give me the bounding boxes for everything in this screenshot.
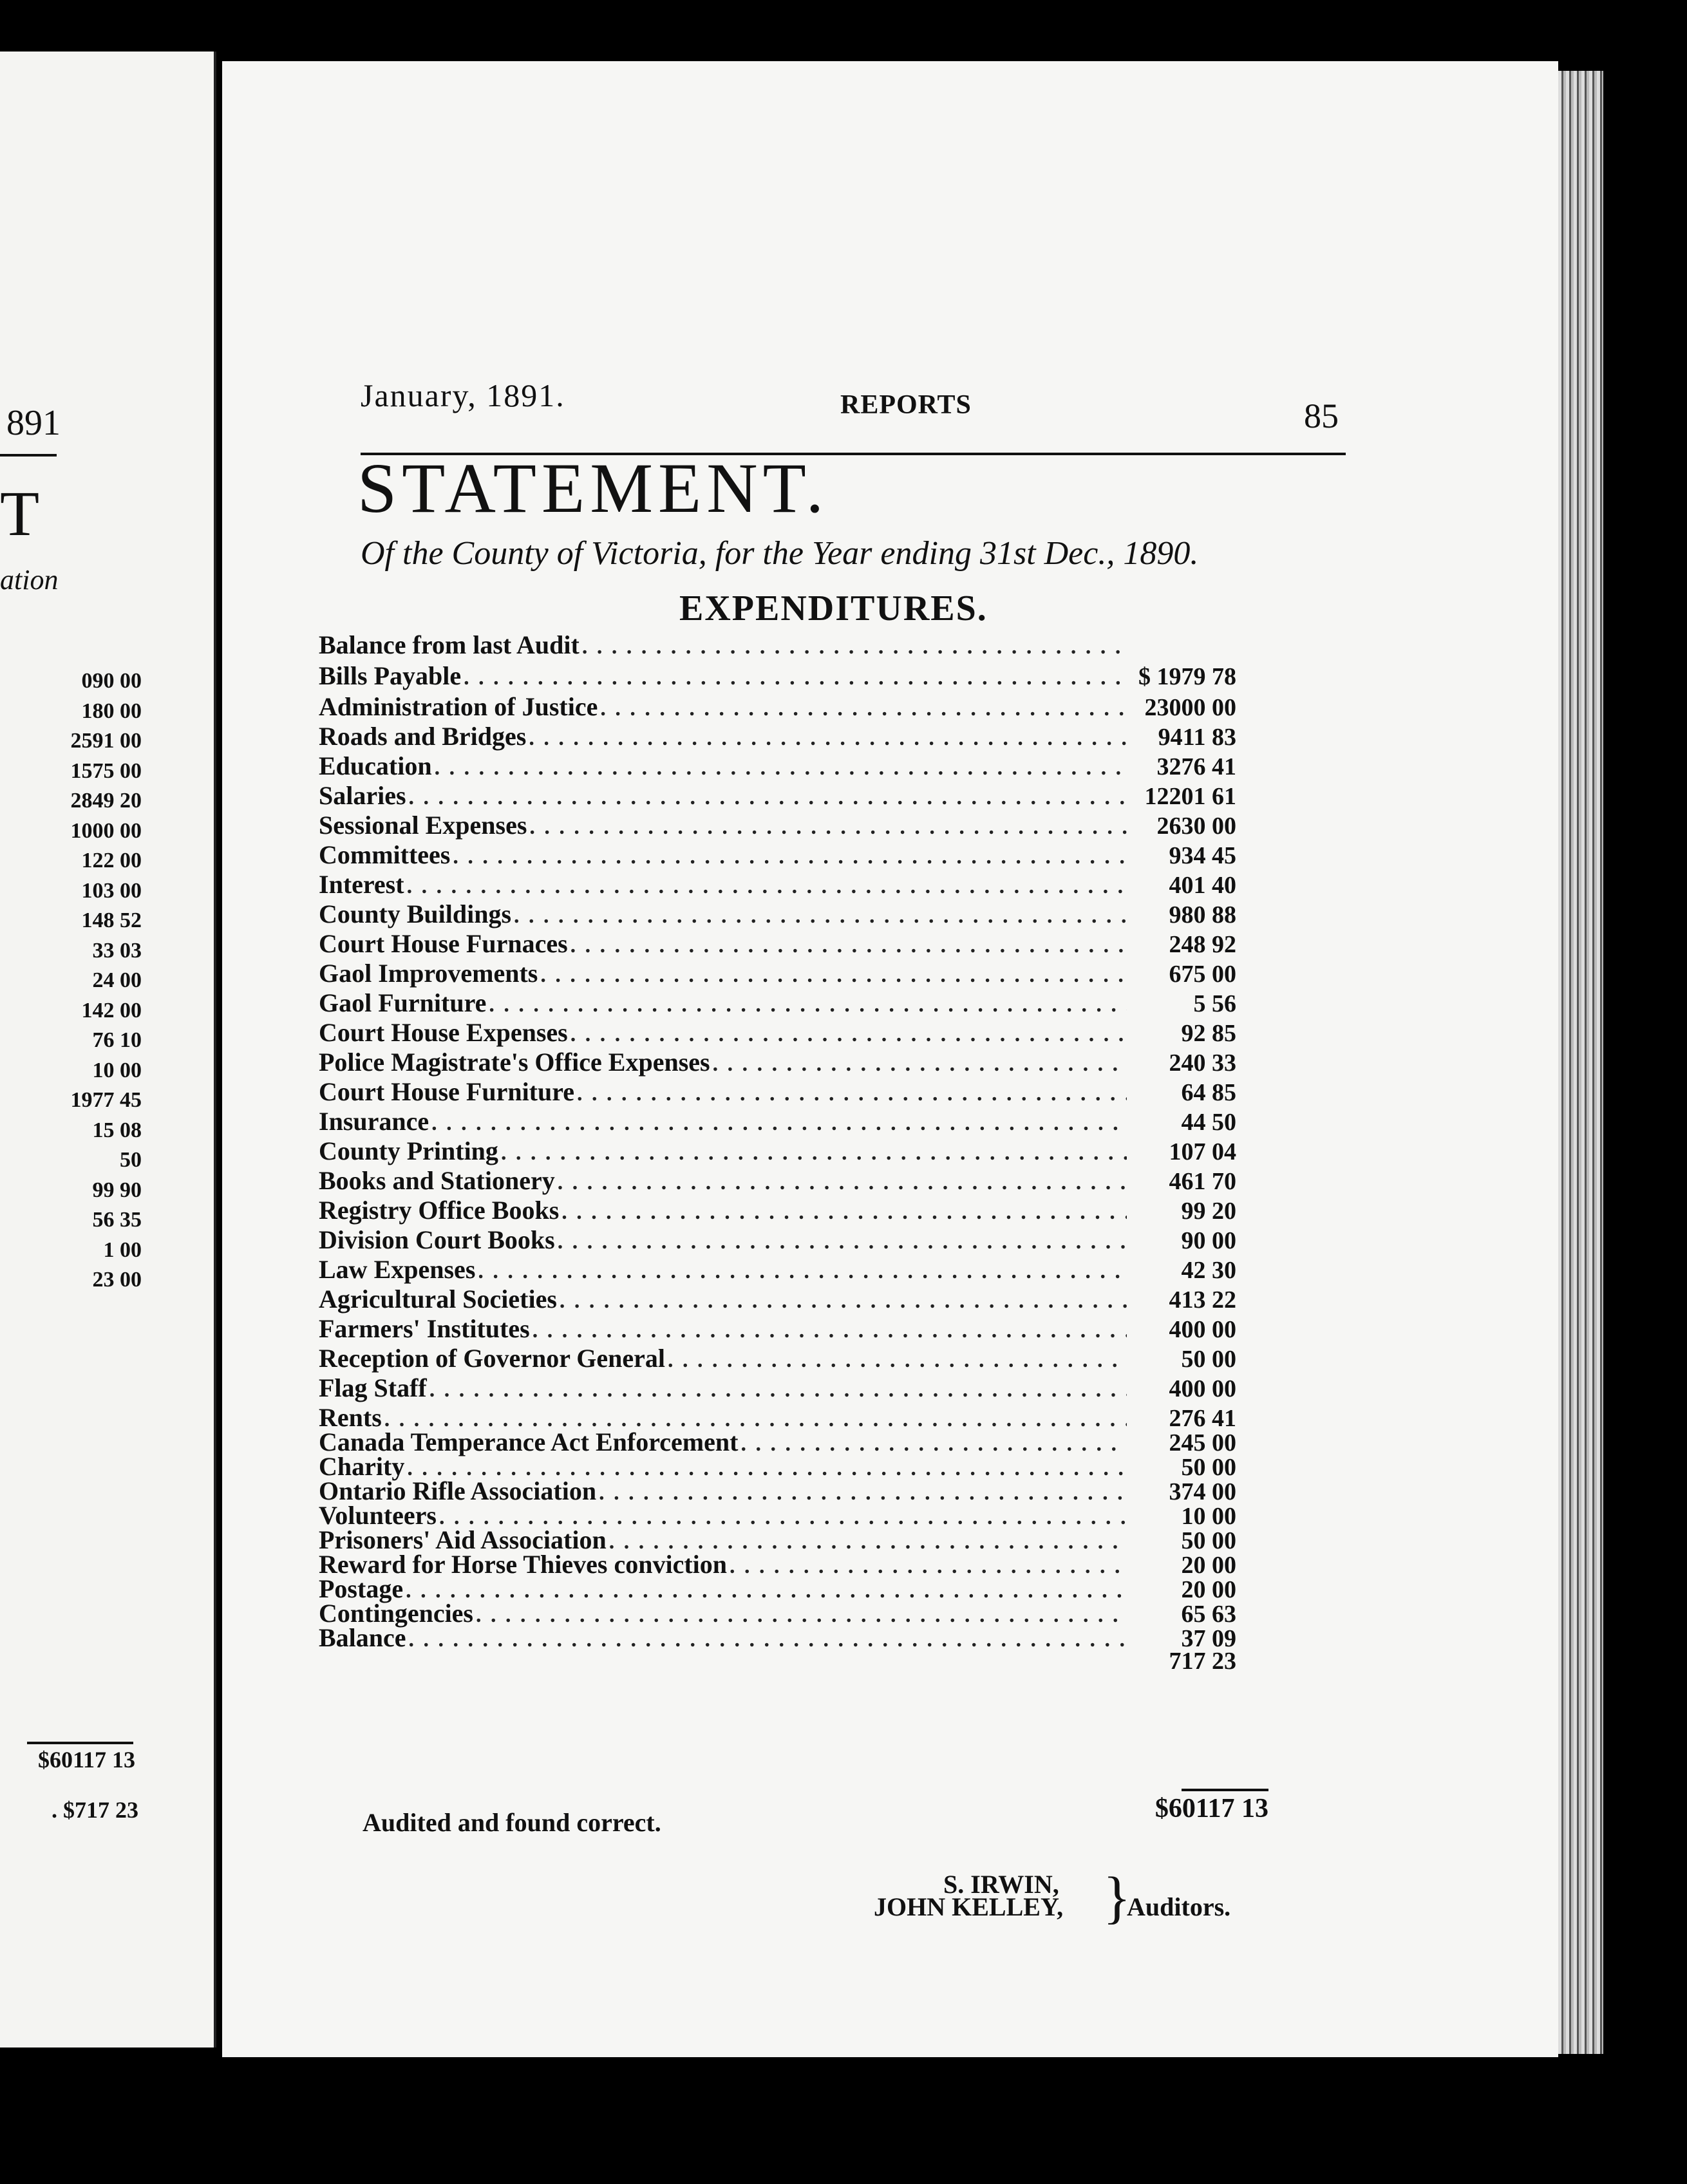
left-amount: 2591 00 xyxy=(70,729,142,753)
expenditure-row xyxy=(319,661,1236,692)
expenditure-label: Education xyxy=(319,751,432,780)
expenditure-amount: 20 00 xyxy=(1181,1552,1236,1579)
left-head-rule xyxy=(0,454,57,457)
dot-leader xyxy=(530,1319,1127,1343)
dot-leader xyxy=(406,786,1127,810)
expenditure-amount: 245 00 xyxy=(1169,1429,1236,1456)
expenditure-label: Division Court Books xyxy=(319,1225,555,1254)
dot-leader xyxy=(568,1022,1127,1047)
page-number: 85 xyxy=(1304,397,1339,435)
expenditure-label: County Printing xyxy=(319,1136,498,1165)
expenditure-label: Contingencies xyxy=(319,1599,473,1628)
expenditure-amount: $ 1979 78 xyxy=(1138,663,1236,690)
expenditure-label: Insurance xyxy=(319,1107,429,1136)
expenditure-label: Court House Furniture xyxy=(319,1077,575,1106)
left-subtitle-fragment: ation xyxy=(0,564,59,596)
expenditure-amount: 10 00 xyxy=(1181,1503,1236,1530)
expenditure-row xyxy=(319,1313,1236,1343)
expenditure-label: Postage xyxy=(319,1574,404,1603)
dot-leader xyxy=(596,1481,1127,1505)
expenditure-label: Bills Payable xyxy=(319,661,462,690)
expenditure-label: Police Magistrate's Office Expenses xyxy=(319,1048,710,1077)
expenditure-label: Ontario Rifle Association xyxy=(319,1476,597,1505)
left-amount: 76 10 xyxy=(92,1028,142,1052)
expenditure-amount: 50 00 xyxy=(1181,1454,1236,1481)
expenditure-amount: 461 70 xyxy=(1169,1168,1236,1195)
expenditure-label: Roads and Bridges xyxy=(319,722,527,751)
expenditure-amount: 717 23 xyxy=(1169,1648,1236,1675)
left-amount: 142 00 xyxy=(81,998,142,1022)
dot-leader xyxy=(727,1554,1127,1579)
dot-leader xyxy=(427,1378,1127,1402)
expenditure-row xyxy=(319,899,1236,928)
dot-leader xyxy=(598,697,1127,721)
left-amount: 33 03 xyxy=(92,938,142,963)
dot-leader xyxy=(665,1348,1127,1373)
expenditure-row xyxy=(319,751,1236,780)
expenditure-amount: 5 56 xyxy=(1193,990,1236,1017)
expenditure-label: Rents xyxy=(319,1403,382,1432)
left-amount: 23 00 xyxy=(92,1268,142,1292)
expenditure-amount: 413 22 xyxy=(1169,1286,1236,1313)
expenditure-row xyxy=(319,1254,1236,1284)
expenditure-label: Law Expenses xyxy=(319,1255,476,1284)
expenditure-row xyxy=(319,869,1236,899)
expenditure-row xyxy=(319,630,1236,661)
left-amount: 10 00 xyxy=(92,1058,142,1082)
expenditure-amount: 401 40 xyxy=(1169,872,1236,899)
expenditure-amount: 276 41 xyxy=(1169,1405,1236,1432)
expenditure-row xyxy=(319,1077,1236,1106)
dot-leader xyxy=(568,934,1127,958)
left-amount: 1 00 xyxy=(103,1238,142,1262)
left-amount: 56 35 xyxy=(92,1208,142,1232)
expenditure-amount: 3276 41 xyxy=(1156,753,1236,780)
expenditure-row xyxy=(319,1047,1236,1077)
expenditure-label: Salaries xyxy=(319,781,406,810)
dot-leader xyxy=(574,1082,1127,1106)
dot-leader xyxy=(475,1259,1127,1284)
expenditure-label: Flag Staff xyxy=(319,1373,427,1402)
left-amount: 1575 00 xyxy=(70,758,142,783)
expenditure-amount: 934 45 xyxy=(1169,842,1236,869)
expenditure-amount: 64 85 xyxy=(1181,1079,1236,1106)
expenditure-row xyxy=(319,721,1236,751)
left-title-fragment: T xyxy=(0,478,40,549)
dot-leader xyxy=(526,726,1127,751)
page-edge xyxy=(1558,71,1603,2054)
expenditure-row xyxy=(319,1343,1236,1373)
expenditure-amount: 9411 83 xyxy=(1158,724,1236,751)
left-page xyxy=(0,52,216,2048)
left-amount: 99 90 xyxy=(92,1178,142,1202)
auditor-role: Auditors. xyxy=(1127,1892,1231,1921)
expenditure-label: Books and Stationery xyxy=(319,1166,555,1195)
auditor-name-1: S. IRWIN, xyxy=(943,1870,1059,1899)
expenditure-list xyxy=(319,630,1236,1675)
expenditure-amount: 37 09 xyxy=(1181,1625,1236,1652)
dot-leader xyxy=(738,1432,1127,1456)
expenditure-row xyxy=(319,1373,1236,1402)
expenditure-row xyxy=(319,840,1236,869)
expenditure-row xyxy=(319,780,1236,810)
grand-total: $60117 13 xyxy=(1155,1794,1268,1823)
expenditure-label: Volunteers xyxy=(319,1501,437,1530)
dot-leader xyxy=(461,666,1127,690)
expenditure-amount: 400 00 xyxy=(1169,1375,1236,1402)
expenditure-label: Charity xyxy=(319,1452,405,1481)
expenditure-amount: 50 00 xyxy=(1181,1346,1236,1373)
total-rule xyxy=(1182,1789,1268,1791)
expenditure-amount: 980 88 xyxy=(1169,901,1236,928)
auditor-brace: } xyxy=(1103,1866,1131,1930)
expenditure-amount: 675 00 xyxy=(1169,961,1236,988)
expenditure-label: Prisoners' Aid Association xyxy=(319,1525,607,1554)
left-amount: 090 00 xyxy=(81,669,142,693)
section-heading: EXPENDITURES. xyxy=(679,588,988,628)
section-name: REPORTS xyxy=(840,390,972,420)
dot-leader xyxy=(429,1111,1127,1136)
expenditure-label: Canada Temperance Act Enforcement xyxy=(319,1427,739,1456)
expenditure-label: Agricultural Societies xyxy=(319,1285,557,1313)
dot-leader xyxy=(527,815,1127,840)
expenditure-label: Reward for Horse Thieves conviction xyxy=(319,1550,728,1579)
expenditure-label: Reception of Governor General xyxy=(319,1344,666,1373)
left-amount: 1000 00 xyxy=(70,818,142,843)
expenditure-amount: 374 00 xyxy=(1169,1478,1236,1505)
expenditure-label: Court House Furnaces xyxy=(319,929,568,958)
expenditure-row xyxy=(319,1106,1236,1136)
expenditure-amount: 107 04 xyxy=(1169,1138,1236,1165)
expenditure-amount: 65 63 xyxy=(1181,1601,1236,1628)
right-page xyxy=(222,61,1558,2057)
expenditure-label: Interest xyxy=(319,870,404,899)
left-amount: 2849 20 xyxy=(70,789,142,813)
dot-leader xyxy=(473,1603,1127,1628)
left-amount: 103 00 xyxy=(81,878,142,903)
expenditure-amount: 42 30 xyxy=(1181,1257,1236,1284)
left-amount: 1977 45 xyxy=(70,1088,142,1112)
dot-leader xyxy=(559,1200,1127,1225)
expenditure-label: Court House Expenses xyxy=(319,1018,568,1047)
dot-leader xyxy=(403,1579,1127,1603)
dot-leader xyxy=(450,845,1127,869)
dot-leader xyxy=(557,1289,1127,1313)
dot-leader xyxy=(555,1171,1127,1195)
left-amount: 50 xyxy=(120,1148,142,1172)
dot-leader xyxy=(406,1628,1127,1652)
dot-leader xyxy=(511,904,1127,928)
left-balance: . $717 23 xyxy=(52,1797,138,1823)
expenditure-row xyxy=(319,1195,1236,1225)
expenditure-amount: 92 85 xyxy=(1181,1020,1236,1047)
expenditure-row xyxy=(319,988,1236,1017)
left-running-head: 891 xyxy=(6,403,61,443)
page-title: STATEMENT. xyxy=(357,449,829,527)
running-head: January, 1891. xyxy=(361,377,565,413)
expenditure-row xyxy=(319,1017,1236,1047)
expenditure-label: Administration of Justice xyxy=(319,692,598,721)
expenditure-amount: 400 00 xyxy=(1169,1316,1236,1343)
expenditure-amount: 99 20 xyxy=(1181,1198,1236,1225)
dot-leader xyxy=(404,874,1127,899)
expenditure-amount: 90 00 xyxy=(1181,1227,1236,1254)
dot-leader xyxy=(486,993,1127,1017)
expenditure-label: Sessional Expenses xyxy=(319,811,527,840)
left-total: $60117 13 xyxy=(37,1747,135,1773)
dot-leader xyxy=(498,1141,1127,1165)
dot-leader xyxy=(710,1052,1127,1077)
expenditure-row xyxy=(319,1136,1236,1165)
expenditure-amount: 44 50 xyxy=(1181,1109,1236,1136)
audit-note: Audited and found correct. xyxy=(363,1808,661,1837)
left-amount: 24 00 xyxy=(92,968,142,992)
expenditure-row xyxy=(319,928,1236,958)
dot-leader xyxy=(432,756,1127,780)
left-amounts-column xyxy=(0,666,142,1295)
left-amount: 180 00 xyxy=(81,699,142,723)
left-amount: 15 08 xyxy=(92,1118,142,1142)
expenditure-label: Farmers' Institutes xyxy=(319,1314,530,1343)
expenditure-amount: 50 00 xyxy=(1181,1527,1236,1554)
expenditure-amount: 2630 00 xyxy=(1156,813,1236,840)
dot-leader xyxy=(555,1230,1127,1254)
dot-leader xyxy=(538,963,1127,988)
left-amount: 148 52 xyxy=(81,908,142,932)
expenditure-label: Committees xyxy=(319,840,451,869)
expenditure-amount: 12201 61 xyxy=(1144,783,1236,810)
expenditure-amount: 240 33 xyxy=(1169,1050,1236,1077)
page-subtitle: Of the County of Victoria, for the Year ending 31st Dec., 1890. xyxy=(361,535,1199,572)
expenditure-row xyxy=(319,1284,1236,1313)
expenditure-row xyxy=(319,1225,1236,1254)
left-amount: 122 00 xyxy=(81,849,142,872)
expenditure-row xyxy=(319,1402,1236,1432)
expenditure-label: County Buildings xyxy=(319,899,512,928)
dot-leader xyxy=(580,635,1127,659)
expenditure-amount: 20 00 xyxy=(1181,1576,1236,1603)
expenditure-amount: 248 92 xyxy=(1169,931,1236,958)
expenditure-row xyxy=(319,810,1236,840)
auditor-name-2: JOHN KELLEY, xyxy=(874,1892,1064,1921)
expenditure-label: Gaol Furniture xyxy=(319,988,487,1017)
expenditure-row xyxy=(319,1165,1236,1195)
expenditure-label: Balance from last Audit xyxy=(319,630,580,659)
expenditure-label: Gaol Improvements xyxy=(319,959,538,988)
expenditure-row xyxy=(319,692,1236,721)
expenditure-amount: 23000 00 xyxy=(1144,694,1236,721)
expenditure-row xyxy=(319,958,1236,988)
expenditure-label: Registry Office Books xyxy=(319,1196,560,1225)
left-total-rule xyxy=(27,1742,133,1744)
expenditure-label: Balance xyxy=(319,1623,406,1652)
